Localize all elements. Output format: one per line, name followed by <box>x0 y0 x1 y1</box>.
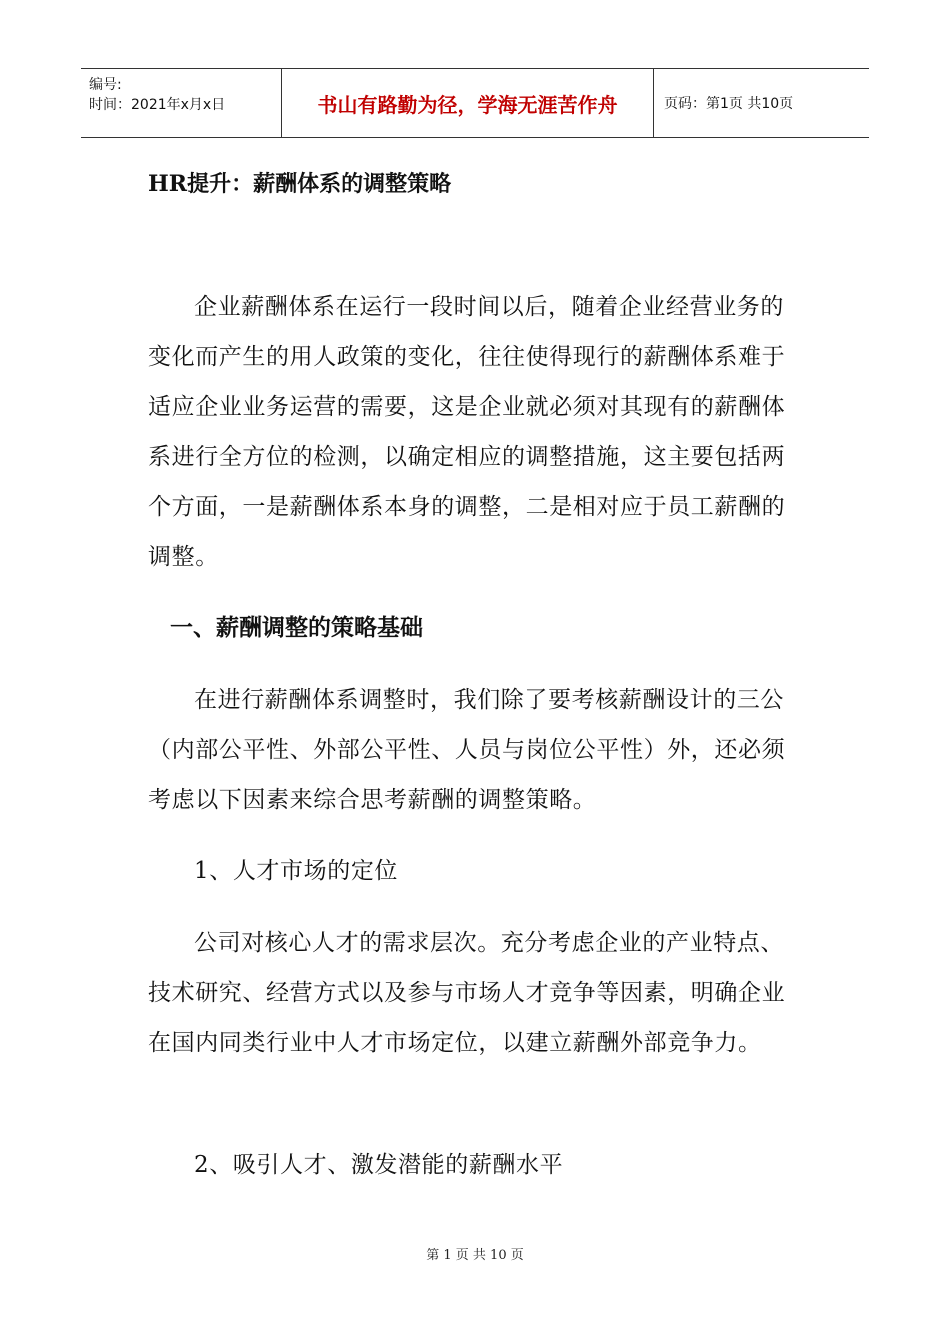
section-heading-1: 一、薪酬调整的策略基础 <box>170 614 423 641</box>
header-table <box>81 68 869 138</box>
header-page-code: 页码：第1页 共10页 <box>664 96 794 112</box>
document-title: HR提升：薪酬体系的调整策略 <box>148 171 452 197</box>
number-label: 编号: <box>89 77 122 93</box>
header-motto: 书山有路勤为径，学海无涯苦作舟 <box>282 69 654 137</box>
header-meta-cell <box>81 69 282 137</box>
page-footer: 第 1 页 共 10 页 <box>426 1248 524 1263</box>
intro-paragraph: 企业薪酬体系在运行一段时间以后，随着企业经营业务的变化而产生的用人政策的变化，往往使得现行的薪酬体系难于适应企业业务运营的需要，这是企业就必须对其现有的薪酬体系进行全方位的检测，以确定相应的调整措施，这主要包括两个方面，一是薪酬体系本身的调整，二是相对应于员工薪酬的调整。 <box>148 294 786 570</box>
section1-paragraph: 在进行薪酬体系调整时，我们除了要考核薪酬设计的三公（内部公平性、外部公平性、人员与岗位公平性）外，还必须考虑以下因素来综合思考薪酬的调整策略。 <box>148 687 786 813</box>
item-heading-2: 2、吸引人才、激发潜能的薪酬水平 <box>194 1152 564 1178</box>
item1-paragraph: 公司对核心人才的需求层次。充分考虑企业的产业特点、技术研究、经营方式以及参与市场人才竞争等因素，明确企业在国内同类行业中人才市场定位，以建立薪酬外部竞争力。 <box>148 930 786 1056</box>
item-heading-1: 1、人才市场的定位 <box>194 858 399 884</box>
time-label: 时间：2021年x月x日 <box>89 97 226 113</box>
